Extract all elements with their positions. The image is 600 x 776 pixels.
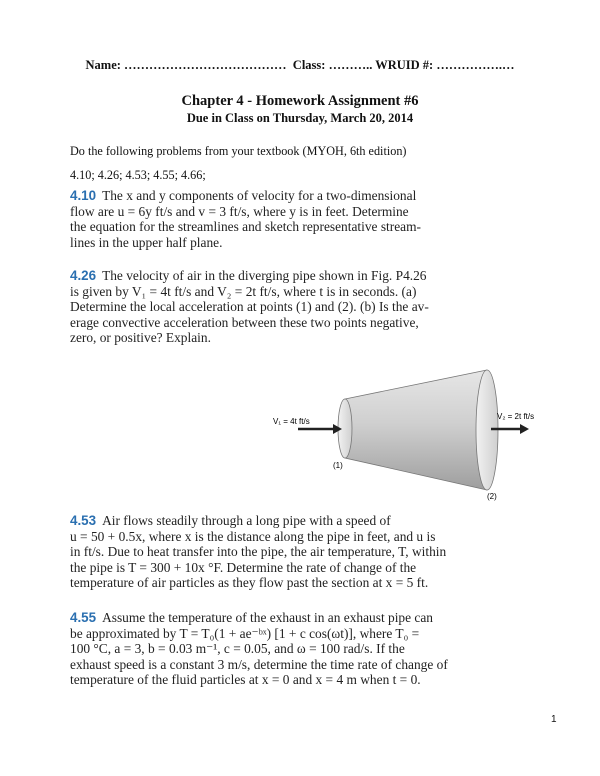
problem-text-line: Determine the local acceleration at points (1) and (2). (b) Is the av- — [70, 299, 429, 315]
problem-4-55 — [70, 610, 470, 688]
problem-text-line: flow are u = 6y ft/s and v = 3 ft/s, where y is in feet. Determine — [70, 203, 409, 219]
problem-text-line: u = 50 + 0.5x, where x is the distance along the pipe in feet, and u is — [70, 528, 436, 544]
problem-text-line: be approximated by T = T₀(1 + ae⁻ᵇˣ) [1 + c cos(ωt)], where T₀ = — [70, 625, 420, 641]
page-number: 1 — [551, 714, 557, 725]
problem-text-line: zero, or positive? Explain. — [70, 330, 211, 346]
problem-text-line: temperature of air particles as they flow past the section at x = 5 ft. — [70, 575, 429, 591]
problem-text-line: Air flows steadily through a long pipe with a speed of — [102, 513, 391, 528]
intro-text: Do the following problems from your textbook (MYOH, 6th edition) — [70, 144, 407, 158]
problem-text-line: is given by V₁ = 4t ft/s and V₂ = 2t ft/s, where t is in seconds. (a) — [70, 283, 417, 299]
wruid-label: WRUID #: — [375, 58, 434, 72]
problem-number: 4.55 — [70, 610, 97, 625]
problem-text-line: in ft/s. Due to heat transfer into the pipe, the air temperature, T, within — [70, 544, 447, 560]
class-label: Class: — [292, 58, 326, 72]
problem-text-line: exhaust speed is a constant 3 m/s, determine the time rate of change of — [70, 656, 448, 672]
problem-text-line: The x and y components of velocity for a two-dimensional — [102, 188, 417, 203]
problem-text-line: lines in the upper half plane. — [70, 234, 223, 250]
student-info-line — [0, 58, 600, 73]
pipe-body — [345, 370, 487, 490]
problem-list: 4.10; 4.26; 4.53; 4.55; 4.66; — [70, 168, 206, 182]
problem-number: 4.10 — [70, 188, 97, 203]
point-1-label: (1) — [333, 461, 343, 470]
problem-4-53 — [70, 513, 470, 591]
problem-4-10 — [70, 188, 470, 250]
problem-text-line: The velocity of air in the diverging pipe shown in Fig. P4.26 — [102, 268, 427, 283]
name-blank: ………………………………… — [124, 58, 287, 72]
name-label: Name: — [85, 58, 121, 72]
problem-4-26 — [70, 268, 470, 346]
assignment-title: Chapter 4 - Homework Assignment #6 — [181, 93, 419, 109]
problem-text-line: erage convective acceleration between these two points negative, — [70, 314, 419, 330]
wruid-blank: …………….… — [436, 58, 515, 72]
problem-number: 4.26 — [70, 268, 97, 283]
point-2-label: (2) — [487, 492, 497, 501]
class-blank: ……….. — [328, 58, 376, 72]
problem-text-line: 100 °C, a = 3, b = 0.03 m⁻¹, c = 0.05, and ω = 100 rad/s. If the — [70, 641, 405, 657]
problem-number: 4.53 — [70, 513, 97, 528]
v2-label: V₂ = 2t ft/s — [497, 412, 535, 421]
v1-label: V₁ = 4t ft/s — [273, 417, 310, 426]
outlet-arrowhead — [520, 424, 529, 434]
problem-text-line: temperature of the fluid particles at x = 0 and x = 4 m when t = 0. — [70, 672, 421, 688]
due-date: Due in Class on Thursday, March 20, 2014 — [186, 111, 414, 125]
problem-text-line: Assume the temperature of the exhaust in an exhaust pipe can — [102, 610, 433, 625]
problem-text-line: the equation for the streamlines and sketch representative stream- — [70, 219, 421, 235]
diverging-pipe-figure — [265, 362, 575, 502]
problem-text-line: the pipe is T = 300 + 10x °F. Determine the rate of change of the — [70, 559, 417, 575]
